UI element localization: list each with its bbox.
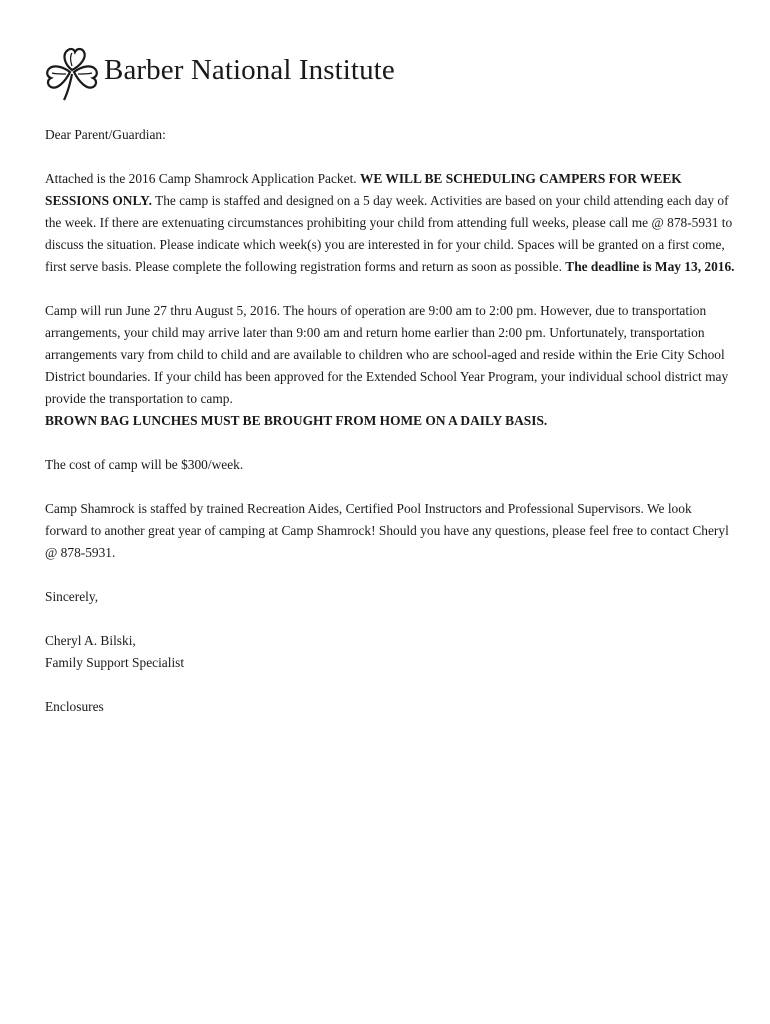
letterhead bbox=[44, 44, 395, 104]
lunch-notice: BROWN BAG LUNCHES MUST BE BROUGHT FROM HOME ON A DAILY BASIS. bbox=[45, 413, 548, 428]
signer-name: Cheryl A. Bilski, bbox=[45, 633, 136, 648]
enclosures: Enclosures bbox=[45, 699, 104, 714]
paragraph-cost: The cost of camp will be $300/week. bbox=[45, 457, 244, 472]
shamrock-logo-icon bbox=[44, 44, 100, 104]
paragraph-staff: Camp Shamrock is staffed by trained Recreation Aides, Certified Pool Instructors and Professional Supervisors. We look forward to another great year of camping at Camp Shamrock! Should you have any questions, please feel free to contact Cheryl @ 878-5931. bbox=[45, 501, 729, 560]
paragraph-application-packet bbox=[45, 168, 735, 278]
packet-text-2: The camp is staffed and designed on a 5 day week. Activities are based on your child attending each day of the week. If there are extenuating circumstances prohibiting your child from attending full weeks, please call me @ 878-5931 to discuss the situation. Please indicate which week(s) you are interested in for your child. Spaces will be granted on a first come, first serve basis. Please complete the following registration forms and return as soon as possible. bbox=[45, 193, 733, 274]
salutation: Dear Parent/Guardian: bbox=[45, 127, 166, 142]
paragraph-camp-schedule bbox=[45, 300, 735, 432]
packet-text-1: Attached is the 2016 Camp Shamrock Application Packet. bbox=[45, 171, 360, 186]
deadline-notice: The deadline is May 13, 2016. bbox=[565, 259, 735, 274]
schedule-text: Camp will run June 27 thru August 5, 2016. The hours of operation are 9:00 am to 2:00 pm. However, due to transportation arrangements, your child may arrive later than 9:00 am and return home earlier than 2:00 pm. Unfortunately, transportation arrangements vary from child to child and are available to children who are school-aged and reside within the Erie City School District boundaries. If your child has been approved for the Extended School Year Program, your individual school district may provide the transportation to camp. bbox=[45, 303, 729, 406]
closing: Sincerely, bbox=[45, 589, 99, 604]
signer-title: Family Support Specialist bbox=[45, 655, 185, 670]
week-sessions-notice: WE WILL BE SCHEDULING CAMPERS FOR WEEK SESSIONS ONLY. bbox=[45, 171, 682, 208]
letter-body bbox=[45, 124, 735, 740]
organization-name: Barber National Institute bbox=[104, 53, 395, 86]
